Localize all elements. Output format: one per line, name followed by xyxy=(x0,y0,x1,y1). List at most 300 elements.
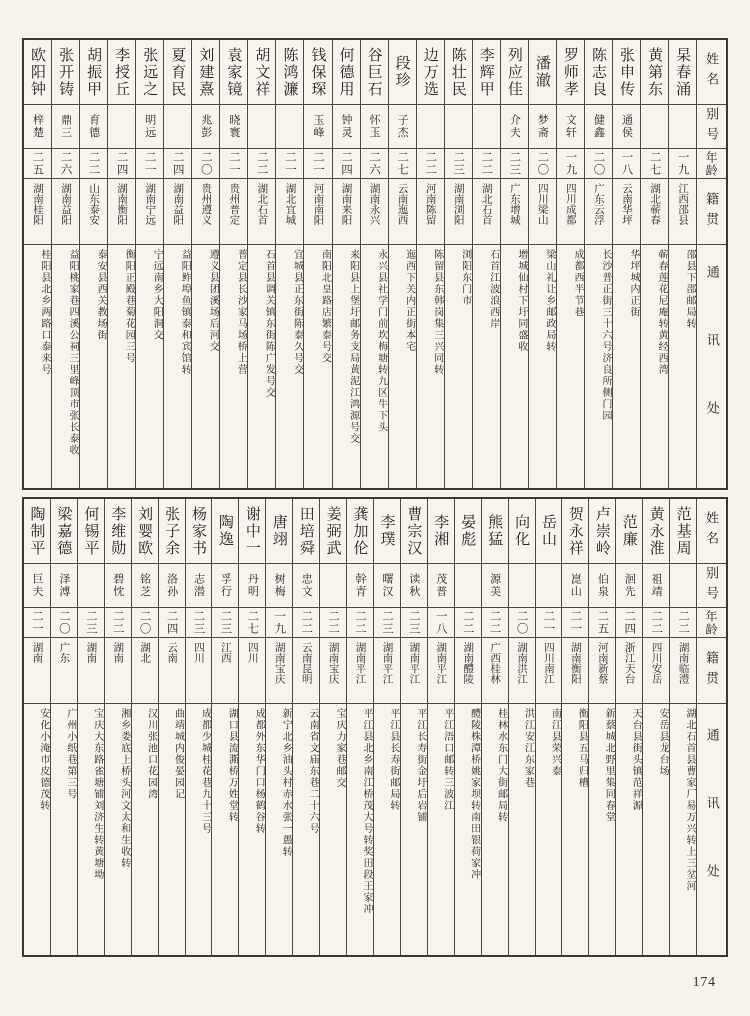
person-origin: 贵州遵义 xyxy=(192,178,219,244)
roster-table-bottom xyxy=(22,497,728,957)
person-column xyxy=(303,40,331,488)
person-name: 李璞 xyxy=(378,514,395,548)
person-name: 黄永淮 xyxy=(647,505,664,557)
header-age-label: 年龄 xyxy=(697,607,726,637)
person-name: 陶逸 xyxy=(216,514,233,548)
person-column xyxy=(319,499,346,955)
person-address: 曲靖城内俊晏园记 xyxy=(159,703,185,955)
person-origin: 湖南洪江 xyxy=(509,637,535,703)
person-age: 二一 xyxy=(304,148,331,178)
person-address: 成都少城桂花巷九十三号 xyxy=(186,703,212,955)
person-origin: 江西 xyxy=(212,637,238,703)
person-age: 二〇 xyxy=(509,607,535,637)
person-column xyxy=(275,40,303,488)
person-name: 谢中一 xyxy=(243,505,260,557)
person-age: 二四 xyxy=(164,148,191,178)
person-alias: 源美 xyxy=(482,563,508,607)
person-name: 贺永祥 xyxy=(566,505,583,557)
person-address: 迤西下关内正街本宅 xyxy=(389,244,416,488)
person-address: 邵县下邵邮局转 xyxy=(669,244,696,488)
person-address: 衡阳正殿巷菊花园三号 xyxy=(108,244,135,488)
person-address: 云南省文庙东巷二十六号 xyxy=(293,703,319,955)
person-age: 一九 xyxy=(557,148,584,178)
person-alias: 曙汉 xyxy=(374,563,400,607)
person-origin: 四川南江 xyxy=(536,637,562,703)
person-age: 二二 xyxy=(347,607,373,637)
person-alias: 洛孙 xyxy=(159,563,185,607)
person-origin: 湖南宝庆 xyxy=(266,637,292,703)
person-column xyxy=(400,499,427,955)
person-address: 普定县长沙家马场桥上营 xyxy=(220,244,247,488)
person-alias xyxy=(78,563,104,607)
person-name: 钱保琛 xyxy=(309,46,326,98)
person-column xyxy=(444,40,472,488)
person-origin: 贵州普定 xyxy=(220,178,247,244)
person-alias: 钟灵 xyxy=(333,104,360,148)
person-age: 二三 xyxy=(401,607,427,637)
person-column xyxy=(238,499,265,955)
person-age: 二五 xyxy=(589,607,615,637)
person-age: 二二 xyxy=(248,148,275,178)
header-alias-label: 别号 xyxy=(697,104,726,148)
person-origin: 湖北石首 xyxy=(473,178,500,244)
person-column xyxy=(556,40,584,488)
person-age: 二四 xyxy=(108,148,135,178)
person-age: 二三 xyxy=(186,607,212,637)
person-address: 宜城县正东街陈泰久号交 xyxy=(276,244,303,488)
person-column xyxy=(454,499,481,955)
person-age: 二五 xyxy=(24,148,51,178)
person-address: 来阳县上堡圩邮务支局黄泥江鸿源号交 xyxy=(333,244,360,488)
person-age: 二〇 xyxy=(192,148,219,178)
person-name: 晏彪 xyxy=(459,514,476,548)
person-alias: 健鑫 xyxy=(585,104,612,148)
person-alias: 孚行 xyxy=(212,563,238,607)
header-name-label: 姓名 xyxy=(704,511,720,551)
person-name: 李维勋 xyxy=(109,505,126,557)
person-origin: 湖南平江 xyxy=(401,637,427,703)
person-column xyxy=(185,499,212,955)
header-name-label: 姓名 xyxy=(704,52,720,92)
person-address: 增城仙村下圩同盛收 xyxy=(501,244,528,488)
person-name: 欧阳钟 xyxy=(29,46,46,98)
person-age: 二二 xyxy=(417,148,444,178)
person-alias: 树梅 xyxy=(266,563,292,607)
page-number: 174 xyxy=(692,974,716,989)
person-alias: 明远 xyxy=(136,104,163,148)
person-address: 石首县调关镇东街陈广发号交 xyxy=(248,244,275,488)
person-origin: 湖北石首 xyxy=(248,178,275,244)
person-column xyxy=(500,40,528,488)
person-name: 李辉甲 xyxy=(477,46,494,98)
person-age: 二一 xyxy=(220,148,247,178)
person-origin: 湖南益阳 xyxy=(164,178,191,244)
person-age: 二二 xyxy=(473,148,500,178)
person-column xyxy=(669,499,696,955)
person-address: 陈留县东韩岗集三兴同转 xyxy=(417,244,444,488)
header-origin-label: 籍贯 xyxy=(697,178,726,244)
person-name: 胡文祥 xyxy=(253,46,270,98)
person-name: 何德用 xyxy=(337,46,354,98)
person-address: 泰安县西关教场街 xyxy=(80,244,107,488)
person-age: 二〇 xyxy=(585,148,612,178)
person-origin: 四川 xyxy=(239,637,265,703)
person-age: 二三 xyxy=(212,607,238,637)
person-alias xyxy=(445,104,472,148)
person-name: 向化 xyxy=(513,514,530,548)
person-column xyxy=(77,499,104,955)
person-age: 二三 xyxy=(374,607,400,637)
person-origin: 广东增城 xyxy=(501,178,528,244)
person-origin: 云南迤西 xyxy=(389,178,416,244)
person-name: 黄第东 xyxy=(646,46,663,98)
person-address: 永兴县社学门前坎梅塘转九区牛下头 xyxy=(361,244,388,488)
person-origin: 湖南永兴 xyxy=(361,178,388,244)
person-address: 桂林水东门大街邮局转 xyxy=(482,703,508,955)
person-age: 二〇 xyxy=(132,607,158,637)
person-name: 张远之 xyxy=(141,46,158,98)
person-name: 岳山 xyxy=(539,514,556,548)
person-origin: 四川梁山 xyxy=(529,178,556,244)
person-origin: 云南 xyxy=(159,637,185,703)
person-origin: 河南南阳 xyxy=(304,178,331,244)
person-alias xyxy=(455,563,481,607)
person-origin: 湖北蕲春 xyxy=(641,178,668,244)
person-address: 洪江安江东家巷 xyxy=(509,703,535,955)
person-column xyxy=(528,40,556,488)
person-address: 成都外东华门口杨鹤谷转 xyxy=(239,703,265,955)
person-origin: 湖南宝庆 xyxy=(320,637,346,703)
person-name: 杨家书 xyxy=(190,505,206,557)
person-age: 二二 xyxy=(670,607,696,637)
person-age: 二二 xyxy=(293,607,319,637)
person-address: 宝庆大东路雀塘铺刘济生转黄塘坳 xyxy=(78,703,104,955)
person-address: 湖口县流澌桥万姓堂转 xyxy=(212,703,238,955)
person-alias: 梓楚 xyxy=(24,104,51,148)
person-address: 衡阳县五马归槽 xyxy=(562,703,588,955)
person-origin: 广西桂林 xyxy=(482,637,508,703)
header-address-label: 通讯处 xyxy=(697,244,726,488)
person-alias: 祖靖 xyxy=(643,563,669,607)
person-name: 姜弼武 xyxy=(324,505,341,557)
person-age: 二二 xyxy=(320,607,346,637)
person-age: 二三 xyxy=(445,148,472,178)
person-column xyxy=(24,499,50,955)
person-name: 陶制平 xyxy=(28,505,45,557)
person-column xyxy=(640,40,668,488)
person-alias xyxy=(509,563,535,607)
person-name: 田培舜 xyxy=(297,505,314,557)
person-origin: 湖南衡阳 xyxy=(562,637,588,703)
person-alias: 兆彭 xyxy=(192,104,219,148)
person-age: 二一 xyxy=(536,607,562,637)
person-address: 华坪城内正街 xyxy=(613,244,640,488)
person-age: 一九 xyxy=(669,148,696,178)
person-alias xyxy=(641,104,668,148)
person-alias: 鼎三 xyxy=(52,104,79,148)
person-address: 平江浯口邮转三波江 xyxy=(428,703,454,955)
person-alias xyxy=(248,104,275,148)
person-alias xyxy=(473,104,500,148)
person-column xyxy=(50,499,77,955)
person-column xyxy=(265,499,292,955)
person-address: 平江长寿街金圩后岩铺 xyxy=(401,703,427,955)
person-alias: 介夫 xyxy=(501,104,528,148)
person-age: 二一 xyxy=(562,607,588,637)
person-name: 范廉 xyxy=(620,514,637,548)
person-column xyxy=(247,40,275,488)
person-name: 胡振甲 xyxy=(85,46,102,98)
person-name: 边万选 xyxy=(421,46,438,98)
person-age: 二二 xyxy=(80,148,107,178)
person-name: 刘建熹 xyxy=(197,46,214,98)
person-origin: 河南新蔡 xyxy=(589,637,615,703)
person-address: 广州小纸巷第三号 xyxy=(51,703,77,955)
person-address: 宁远南乡大阳洞交 xyxy=(136,244,163,488)
person-alias xyxy=(108,104,135,148)
person-name: 潘澈 xyxy=(533,55,550,89)
person-address: 天台县街头镇范祥源 xyxy=(616,703,642,955)
person-origin: 湖南浏阳 xyxy=(445,178,472,244)
person-column xyxy=(219,40,247,488)
person-column xyxy=(588,499,615,955)
person-address: 石首江波浪西岸 xyxy=(473,244,500,488)
person-name: 范基周 xyxy=(674,505,691,557)
person-alias: 巨夫 xyxy=(24,563,50,607)
person-origin: 湖南宁远 xyxy=(136,178,163,244)
person-address: 新蔡城北野里集同春堂 xyxy=(589,703,615,955)
person-alias: 碧忱 xyxy=(105,563,131,607)
person-column xyxy=(642,499,669,955)
person-column xyxy=(158,499,185,955)
person-origin: 广东 xyxy=(51,637,77,703)
person-column xyxy=(346,499,373,955)
person-address: 桂阳县北乡两路口泰来号 xyxy=(24,244,51,488)
person-origin: 浙江天台 xyxy=(616,637,642,703)
person-alias: 育德 xyxy=(80,104,107,148)
person-column xyxy=(535,499,562,955)
person-name: 夏育民 xyxy=(169,46,186,98)
person-alias xyxy=(670,563,696,607)
person-origin: 山东泰安 xyxy=(80,178,107,244)
person-origin: 湖南来阳 xyxy=(333,178,360,244)
person-address: 汉川张池口花园湾 xyxy=(132,703,158,955)
header-column xyxy=(696,40,726,488)
person-column xyxy=(51,40,79,488)
person-age: 二三 xyxy=(78,607,104,637)
person-address: 安化小淹市皮德茂转 xyxy=(24,703,50,955)
person-column xyxy=(481,499,508,955)
person-name: 张申传 xyxy=(618,46,635,98)
person-name: 张开铸 xyxy=(57,46,74,98)
person-age: 一九 xyxy=(266,607,292,637)
person-address: 梁山礼让乡邮政局转 xyxy=(529,244,556,488)
person-origin: 湖南益阳 xyxy=(52,178,79,244)
person-age: 二〇 xyxy=(51,607,77,637)
person-age: 二二 xyxy=(455,607,481,637)
person-age: 二四 xyxy=(159,607,185,637)
person-column xyxy=(107,40,135,488)
person-address: 南江县荣兴泰 xyxy=(536,703,562,955)
person-origin: 四川安岳 xyxy=(643,637,669,703)
person-alias: 茂普 xyxy=(428,563,454,607)
person-address: 湖北石首县曹家厂易万兴转上三坌河 xyxy=(670,703,696,955)
person-alias: 铭芝 xyxy=(132,563,158,607)
person-address: 安岳县龙台场 xyxy=(643,703,669,955)
person-address: 长沙普正街三十六号济良所侧门园 xyxy=(585,244,612,488)
person-origin: 湖北宜城 xyxy=(276,178,303,244)
person-alias: 读秋 xyxy=(401,563,427,607)
person-address: 浏阳东门市 xyxy=(445,244,472,488)
person-address: 平江县北乡南江桥茂大号转奖田段王家冲 xyxy=(347,703,373,955)
person-name: 谷巨石 xyxy=(365,46,382,98)
person-address: 宝庆力家巷邮交 xyxy=(320,703,346,955)
person-name: 唐翊 xyxy=(270,514,287,548)
person-name: 李湘 xyxy=(432,514,449,548)
person-origin: 云南华坪 xyxy=(613,178,640,244)
person-origin: 河南陈留 xyxy=(417,178,444,244)
person-alias xyxy=(669,104,696,148)
person-origin: 湖南平江 xyxy=(428,637,454,703)
person-address: 新宁北乡油头村赤水张一愚转 xyxy=(266,703,292,955)
person-origin: 湖南平江 xyxy=(374,637,400,703)
person-alias: 伯泉 xyxy=(589,563,615,607)
person-age: 二一 xyxy=(276,148,303,178)
person-origin: 湖南平江 xyxy=(347,637,373,703)
person-column xyxy=(561,499,588,955)
person-name: 曹宗汉 xyxy=(405,505,422,557)
person-address: 醴陵株潭桥姚家坝转南田银荷家冲 xyxy=(455,703,481,955)
person-column xyxy=(427,499,454,955)
person-column xyxy=(163,40,191,488)
person-name: 龚加伦 xyxy=(351,505,368,557)
person-age: 二一 xyxy=(136,148,163,178)
person-origin: 湖南衡阳 xyxy=(108,178,135,244)
person-name: 何锡平 xyxy=(82,505,99,557)
person-origin: 江西邵县 xyxy=(669,178,696,244)
person-alias: 崑山 xyxy=(562,563,588,607)
person-alias xyxy=(417,104,444,148)
person-name: 李授丘 xyxy=(113,46,130,98)
person-alias: 梦斋 xyxy=(529,104,556,148)
person-name: 张子余 xyxy=(163,505,180,557)
person-origin: 云南昆明 xyxy=(293,637,319,703)
person-name: 梁嘉德 xyxy=(55,505,72,557)
person-name: 熊猛 xyxy=(486,514,503,548)
person-alias: 文轩 xyxy=(557,104,584,148)
person-column xyxy=(373,499,400,955)
person-column xyxy=(472,40,500,488)
person-address: 成都西半节巷 xyxy=(557,244,584,488)
person-origin: 湖南 xyxy=(78,637,104,703)
person-origin: 四川 xyxy=(186,637,212,703)
person-age: 二一 xyxy=(24,607,50,637)
person-alias: 忠文 xyxy=(293,563,319,607)
person-origin: 湖南醴陵 xyxy=(455,637,481,703)
person-column xyxy=(360,40,388,488)
person-name: 陈志良 xyxy=(589,46,606,98)
person-age: 二六 xyxy=(361,148,388,178)
person-alias: 怀玉 xyxy=(361,104,388,148)
person-alias: 子杰 xyxy=(389,104,416,148)
person-name: 段珍 xyxy=(393,55,410,89)
person-alias: 玉峰 xyxy=(304,104,331,148)
person-column xyxy=(135,40,163,488)
person-name: 罗师孝 xyxy=(561,46,578,98)
person-alias xyxy=(276,104,303,148)
person-column xyxy=(388,40,416,488)
person-name: 列应佳 xyxy=(505,46,522,98)
person-alias xyxy=(164,104,191,148)
person-column xyxy=(612,40,640,488)
person-address: 益阳鲊埠鱼镇泰和宾馆转 xyxy=(164,244,191,488)
person-age: 二六 xyxy=(52,148,79,178)
roster-table-top xyxy=(22,38,728,490)
person-address: 平江县长寿街邮局转 xyxy=(374,703,400,955)
person-origin: 四川成都 xyxy=(557,178,584,244)
person-column xyxy=(416,40,444,488)
person-address: 湘乡娄底上桥头河文太和生收转 xyxy=(105,703,131,955)
person-origin: 湖南 xyxy=(105,637,131,703)
person-age: 二二 xyxy=(643,607,669,637)
person-name: 刘婴欧 xyxy=(136,505,153,557)
person-address: 蕲春莲花尼庵转黄经西湾 xyxy=(641,244,668,488)
person-address: 遵义县团溪场后河交 xyxy=(192,244,219,488)
person-age: 二〇 xyxy=(529,148,556,178)
person-age: 二四 xyxy=(333,148,360,178)
person-alias: 晓寰 xyxy=(220,104,247,148)
person-alias: 泽溥 xyxy=(51,563,77,607)
person-origin: 湖南 xyxy=(24,637,50,703)
person-column xyxy=(584,40,612,488)
person-alias: 幹青 xyxy=(347,563,373,607)
person-column xyxy=(191,40,219,488)
person-column xyxy=(332,40,360,488)
person-name: 卢崇岭 xyxy=(593,505,610,557)
person-name: 陈壮民 xyxy=(449,46,466,98)
person-age: 二三 xyxy=(501,148,528,178)
person-alias: 洄先 xyxy=(616,563,642,607)
person-column xyxy=(668,40,696,488)
person-origin: 广东云浮 xyxy=(585,178,612,244)
person-age: 二七 xyxy=(239,607,265,637)
person-age: 二二 xyxy=(482,607,508,637)
person-alias: 志潜 xyxy=(186,563,212,607)
person-age: 一八 xyxy=(613,148,640,178)
person-name: 袁家镜 xyxy=(225,46,242,98)
person-age: 一八 xyxy=(428,607,454,637)
person-column xyxy=(508,499,535,955)
person-alias: 通侯 xyxy=(613,104,640,148)
person-age: 二二 xyxy=(105,607,131,637)
person-name: 陈鸿濂 xyxy=(281,46,298,98)
header-column xyxy=(696,499,726,955)
header-origin-label: 籍贯 xyxy=(697,637,726,703)
person-column xyxy=(292,499,319,955)
person-column xyxy=(24,40,51,488)
person-column xyxy=(79,40,107,488)
header-age-label: 年龄 xyxy=(697,148,726,178)
person-column xyxy=(131,499,158,955)
person-address: 益阳桃家巷四溪公祠三里峰顶市张长泰收 xyxy=(52,244,79,488)
person-alias xyxy=(536,563,562,607)
person-age: 二七 xyxy=(389,148,416,178)
person-origin: 湖南桂阳 xyxy=(24,178,51,244)
header-address-label: 通讯处 xyxy=(697,703,726,955)
person-origin: 湖南临澧 xyxy=(670,637,696,703)
person-column xyxy=(104,499,131,955)
person-age: 二四 xyxy=(616,607,642,637)
